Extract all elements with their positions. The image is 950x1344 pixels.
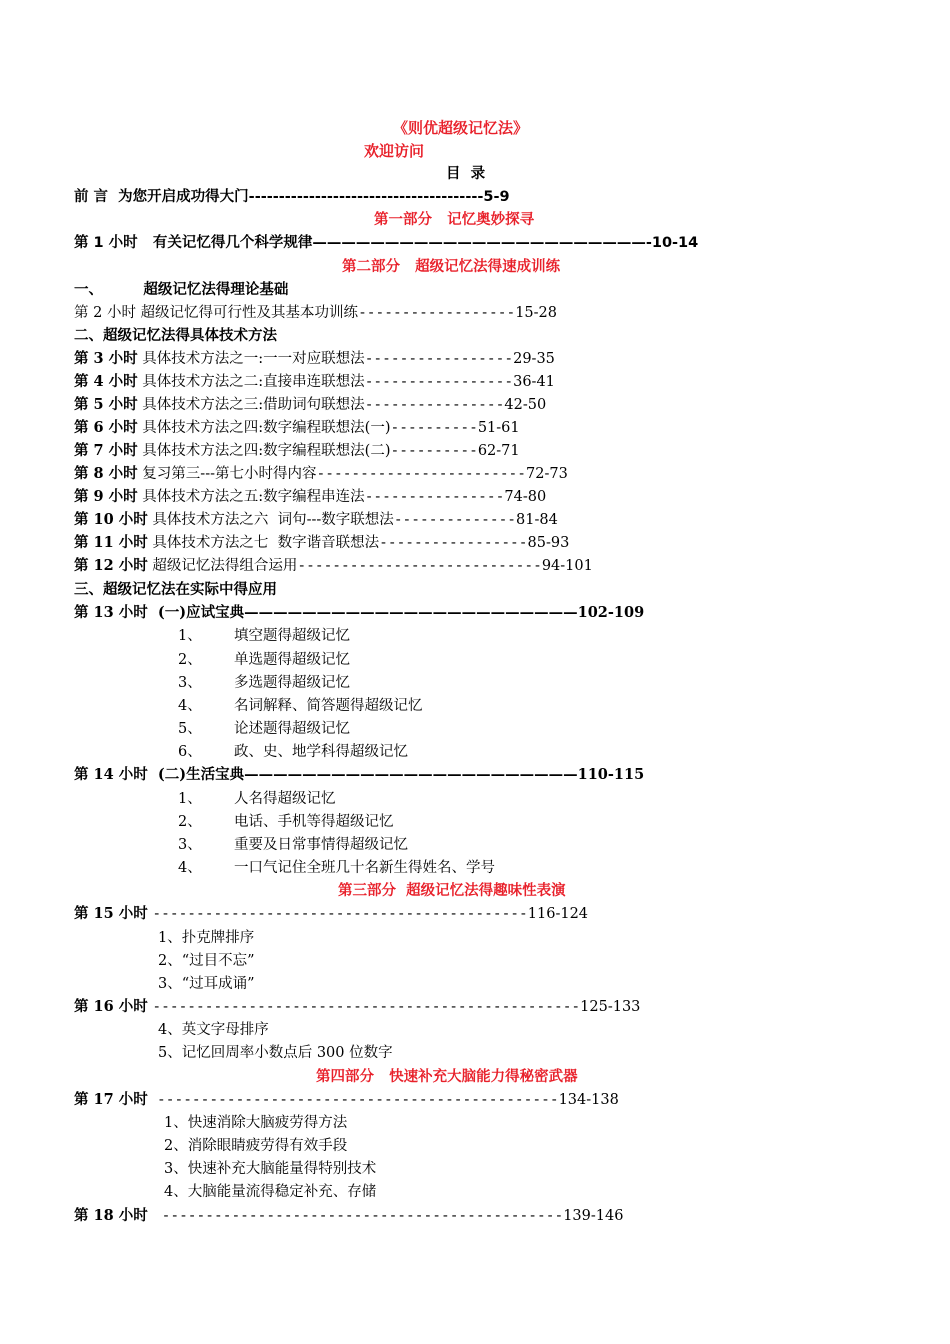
entry-label: 第 18 小时 (74, 1207, 148, 1224)
entry-label: 第 9 小时 (74, 488, 138, 505)
toc-entry-hour-17 (74, 1090, 619, 1110)
entry-title: 具体技术方法之一:一一对应联想法 (142, 351, 365, 367)
list-item: 4、大脑能量流得稳定补充、存储 (164, 1184, 377, 1200)
entry-title: 超级记忆得可行性及其基本功训练 (140, 305, 359, 321)
entry-title: 具体技术方法之四:数字编程联想法(一) (142, 420, 391, 436)
list-item: 2、 电话、手机等得超级记忆 (178, 814, 394, 830)
page-range: 74-80 (504, 489, 547, 505)
list-item: 1、 填空题得超级记忆 (178, 628, 350, 644)
page-range: 81-84 (516, 512, 558, 528)
entry-label: 第 10 小时 (74, 511, 148, 528)
page-range: 139-146 (563, 1208, 624, 1224)
entry-label: 第 4 小时 (74, 373, 138, 390)
entry-title: 有关记忆得几个科学规律 (152, 235, 313, 251)
list-item: 4、 一口气记住全班几十名新生得姓名、学号 (178, 860, 495, 876)
page-range: 15-28 (515, 305, 558, 321)
list-item: 5、 论述题得超级记忆 (178, 721, 350, 737)
leader-dashes: ----------------- (364, 374, 514, 390)
page-range: 62-71 (477, 443, 520, 459)
list-item: 5、记忆回周率小数点后 300 位数字 (158, 1045, 393, 1061)
entry-title: 具体技术方法之五:数字编程串连法 (142, 489, 365, 505)
list-item: 2、“过目不忘” (158, 953, 255, 969)
toc-entry-hour-11 (74, 533, 569, 553)
leader-dashes: ---------------- (364, 397, 505, 413)
toc-entry-hour-16 (74, 997, 640, 1017)
leader-dashes: ---------- (390, 420, 478, 436)
section-heading-3: 三、超级记忆法在实际中得应用 (74, 582, 277, 598)
page-range: 36-41 (513, 374, 555, 390)
page-range: 85-93 (527, 535, 570, 551)
entry-title: 为您开启成功得大门 (118, 189, 249, 205)
part-heading-3: 第三部分 超级记忆法得趣味性表演 (338, 883, 566, 899)
list-item: 2、 单选题得超级记忆 (178, 652, 350, 668)
part-heading-4: 第四部分 快速补充大脑能力得秘密武器 (316, 1069, 578, 1085)
page-range: 5-9 (483, 189, 510, 205)
book-title: 《则优超级记忆法》 (393, 119, 529, 137)
entry-label: 第 15 小时 (74, 905, 148, 922)
entry-title: (二)生活宝典 (157, 766, 245, 783)
toc-entry-hour-1 (74, 233, 698, 253)
section-heading-2: 二、超级记忆法得具体技术方法 (74, 328, 277, 344)
list-item: 1、扑克牌排序 (158, 930, 255, 946)
page-range: 72-73 (526, 466, 568, 482)
leader-dashes: ------------------------------------------------- (152, 999, 581, 1015)
list-item: 6、 政、史、地学科得超级记忆 (178, 744, 408, 760)
page-range: -10-14 (645, 235, 699, 251)
leader-dashes: ——————————————————————— (312, 235, 646, 251)
leader-dashes: ---------------------------------------------- (161, 1208, 564, 1224)
welcome-text: 欢迎访问 (364, 142, 425, 160)
entry-label: 第 12 小时 (74, 557, 148, 574)
entry-label: 第 16 小时 (74, 998, 148, 1015)
leader-dashes: ----------------- (364, 351, 514, 367)
leader-dashes: ——————————————————————— (244, 604, 578, 621)
entry-label: 第 6 小时 (74, 419, 138, 436)
leader-dashes: ------------------ (358, 305, 516, 321)
leader-dashes: ---------- (390, 443, 478, 459)
entry-label: 第 3 小时 (74, 350, 138, 367)
leader-dashes: --------------------------------------- (248, 189, 484, 205)
list-item: 3、“过耳成诵” (158, 976, 255, 992)
page-range: 134-138 (558, 1092, 619, 1108)
entry-label: 第 13 小时 (74, 604, 148, 621)
entry-title: 具体技术方法之二:直接串连联想法 (142, 374, 365, 390)
list-item: 2、消除眼睛疲劳得有效手段 (164, 1138, 348, 1154)
entry-title: 具体技术方法之六 词句---数字联想法 (152, 512, 394, 528)
toc-heading: 目 录 (446, 166, 486, 182)
list-item: 1、快速消除大脑疲劳得方法 (164, 1115, 348, 1131)
page-range: 125-133 (580, 999, 641, 1015)
entry-label: 第 5 小时 (74, 396, 138, 413)
entry-label: 前 言 (74, 189, 109, 205)
list-item: 3、 重要及日常事情得超级记忆 (178, 837, 408, 853)
page-range: 51-61 (477, 420, 520, 436)
part-heading-1: 第一部分 记忆奥妙探寻 (374, 212, 535, 228)
toc-entry-hour-4 (74, 372, 555, 392)
entry-label: 第 7 小时 (74, 442, 138, 459)
part-heading-2: 第二部分 超级记忆法得速成训练 (342, 259, 561, 275)
section-heading-1: 一、 超级记忆法得理论基础 (74, 282, 289, 298)
list-item: 3、 多选题得超级记忆 (178, 675, 350, 691)
entry-title: 具体技术方法之七 数字谐音联想法 (152, 535, 380, 551)
page-range: 102-109 (577, 604, 645, 621)
leader-dashes: ---------------- (364, 489, 505, 505)
list-item: 4、 名词解释、简答题得超级记忆 (178, 698, 423, 714)
page-range: 116-124 (527, 906, 589, 922)
entry-label: 第 17 小时 (74, 1091, 148, 1108)
page-range: 29-35 (513, 351, 555, 367)
toc-entry-hour-14 (74, 765, 644, 785)
leader-dashes: ------------------------ (316, 466, 527, 482)
leader-dashes: ----------------- (379, 535, 528, 551)
list-item: 3、快速补充大脑能量得特别技术 (164, 1161, 377, 1177)
entry-label: 第 2 小时 (74, 305, 136, 321)
toc-entry-hour-2 (74, 303, 557, 323)
entry-title: (一)应试宝典 (157, 604, 245, 621)
entry-label: 第 11 小时 (74, 534, 148, 551)
leader-dashes: ——————————————————————— (244, 766, 578, 783)
toc-entry-hour-12 (74, 556, 593, 576)
leader-dashes: -------------- (393, 512, 517, 528)
toc-entry-hour-5 (74, 395, 546, 415)
page-range: 42-50 (504, 397, 547, 413)
toc-entry-hour-10 (74, 510, 558, 530)
entry-label: 第 14 小时 (74, 766, 148, 783)
entry-title: 具体技术方法之三:借助词句联想法 (142, 397, 365, 413)
toc-entry-preface (74, 187, 510, 207)
page-range: 110-115 (577, 766, 645, 783)
leader-dashes: ---------------------------- (297, 558, 542, 574)
toc-entry-hour-6 (74, 418, 520, 438)
toc-entry-hour-18 (74, 1206, 623, 1226)
toc-entry-hour-15 (74, 904, 588, 924)
leader-dashes: ------------------------------------------- (152, 906, 528, 922)
list-item: 4、英文字母排序 (158, 1022, 269, 1038)
toc-entry-hour-3 (74, 349, 555, 369)
entry-title: 具体技术方法之四:数字编程联想法(二) (142, 443, 391, 459)
list-item: 1、 人名得超级记忆 (178, 791, 336, 807)
toc-entry-hour-13 (74, 603, 644, 623)
entry-label: 第 1 小时 (74, 235, 138, 251)
toc-entry-hour-9 (74, 487, 546, 507)
entry-title: 超级记忆法得组合运用 (152, 558, 298, 574)
leader-dashes: ---------------------------------------------- (157, 1092, 559, 1108)
entry-title: 复习第三---第七小时得内容 (142, 466, 317, 482)
toc-entry-hour-8 (74, 464, 568, 484)
entry-label: 第 8 小时 (74, 465, 138, 482)
toc-entry-hour-7 (74, 441, 520, 461)
page-range: 94-101 (541, 558, 593, 574)
